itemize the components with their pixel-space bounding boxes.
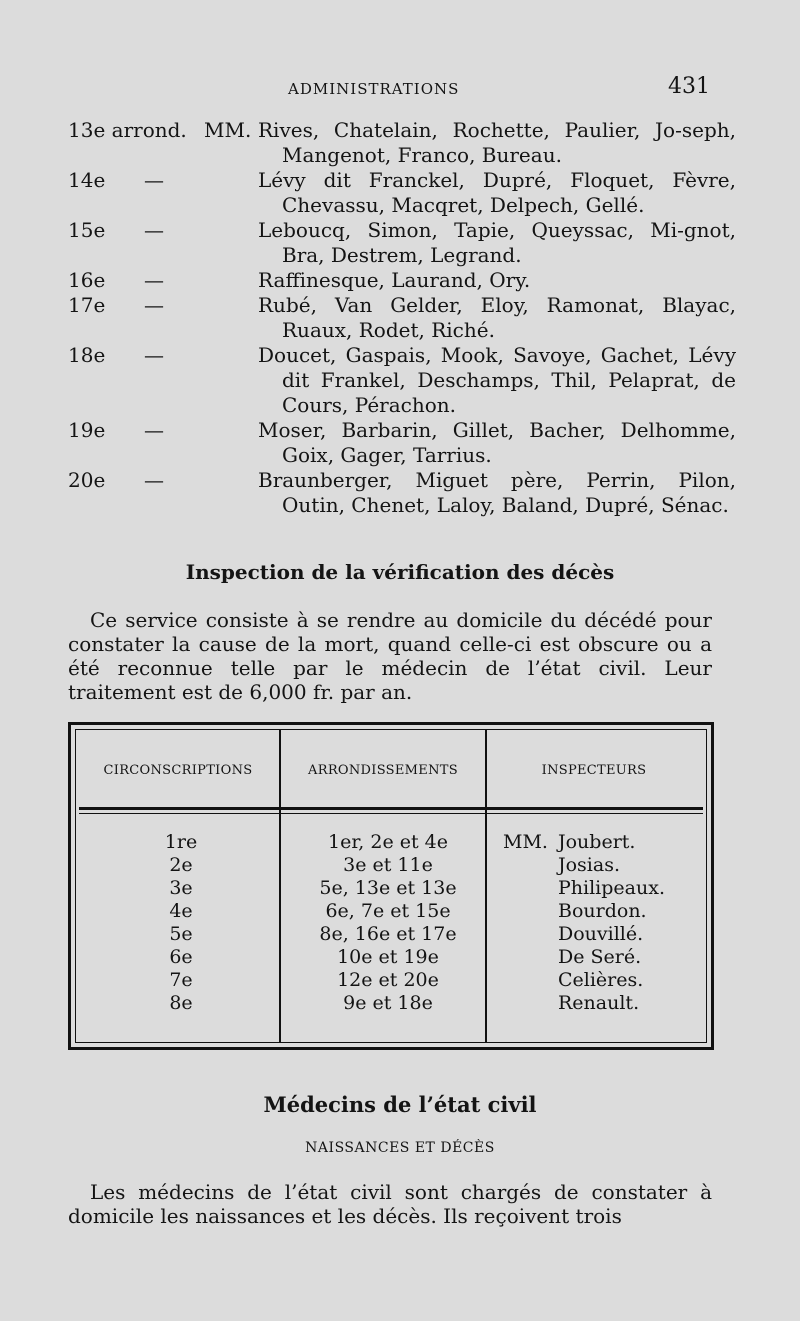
table-row (71, 946, 711, 969)
arrondissements-cell: 8e, 16e et 17e (319, 923, 457, 945)
inspector-cell: Josias. (558, 854, 621, 876)
list-item (0, 343, 800, 418)
circonscription-cell: 6e (169, 946, 193, 968)
doctor-names: Leboucq, Simon, Tapie, Queyssac, Mi-gnot, Bra, Destrem, Legrand. (258, 218, 736, 267)
inspector-cell: Douvillé. (558, 923, 644, 945)
running-head-title: ADMINISTRATIONS (288, 80, 460, 98)
header-rule (79, 813, 703, 814)
doctor-names: Rubé, Van Gelder, Eloy, Ramonat, Blayac, Ruaux, Rodet, Riché. (258, 293, 736, 342)
arrondissement-number: 19e (68, 418, 106, 442)
inspector-cell: Renault. (558, 992, 640, 1014)
doctor-names: Braunberger, Miguet père, Perrin, Pilon, Outin, Chenet, Laloy, Baland, Dupré, Sénac. (258, 468, 736, 517)
table-row (71, 831, 711, 854)
arrondissements-cell: 6e, 7e et 15e (325, 900, 451, 922)
mm-label: MM. (204, 118, 252, 142)
inspection-paragraph: Ce service consiste à se rendre au domicile du décédé pour constater la cause de la mort, quand celle-ci est obscure ou a été reconnue telle par le médecin de l’état civil. Leur traitement est de 6,000 fr. par an. (68, 608, 712, 704)
ditto-dash: — (144, 468, 164, 492)
inspection-heading: Inspection de la vérification des décès (185, 560, 615, 584)
column-header: INSPECTEURS (541, 763, 647, 778)
medecins-heading: Médecins de l’état civil (263, 1092, 537, 1117)
column-header: ARRONDISSEMENTS (308, 763, 458, 778)
inspector-cell: Celières. (558, 969, 644, 991)
list-item (0, 268, 800, 293)
column-header: CIRCONSCRIPTIONS (103, 763, 253, 778)
list-item (0, 468, 800, 543)
doctor-names: Lévy dit Franckel, Dupré, Floquet, Fèvre, Chevassu, Macqret, Delpech, Gellé. (258, 168, 736, 217)
ditto-dash: — (144, 168, 164, 192)
list-item (0, 418, 800, 468)
table-row (71, 992, 711, 1015)
arrondissements-cell: 12e et 20e (337, 969, 439, 991)
arrondissement-number: 20e (68, 468, 106, 492)
medecins-paragraph: Les médecins de l’état civil sont chargés de constater à domicile les naissances et les décès. Ils reçoivent trois (68, 1180, 712, 1228)
arrondissements-cell: 1er, 2e et 4e (327, 831, 449, 853)
inspector-cell: De Seré. (558, 946, 642, 968)
table-row (71, 923, 711, 946)
doctor-names: Rives, Chatelain, Rochette, Paulier, Jo-seph, Mangenot, Franco, Bureau. (258, 118, 736, 167)
arrondissement-number: 16e (68, 268, 106, 292)
doctor-names: Moser, Barbarin, Gillet, Bacher, Delhomme, Goix, Gager, Tarrius. (258, 418, 736, 467)
arrondissement-list (0, 118, 800, 543)
list-item (0, 118, 800, 168)
arrondissements-cell: 5e, 13e et 13e (319, 877, 457, 899)
ditto-dash: — (144, 268, 164, 292)
arrondissement-number: 18e (68, 343, 106, 367)
doctor-names: Raffinesque, Laurand, Ory. (258, 268, 531, 292)
circonscription-cell: 4e (169, 900, 193, 922)
ditto-dash: — (144, 293, 164, 317)
header-rule (79, 807, 703, 810)
doctor-names: Doucet, Gaspais, Mook, Savoye, Gachet, Lévy dit Frankel, Deschamps, Thil, Pelaprat, de Cours, Pérachon. (258, 343, 736, 417)
circonscription-cell: 3e (169, 877, 193, 899)
inspector-cell: Bourdon. (558, 900, 647, 922)
circonscription-cell: 1re (164, 831, 198, 853)
list-item (0, 293, 800, 343)
circonscription-cell: 7e (169, 969, 193, 991)
inspector-cell: Joubert. (558, 831, 636, 853)
ditto-dash: — (144, 418, 164, 442)
arrondissement-number: 13e arrond. (68, 118, 187, 142)
arrondissements-cell: 9e et 18e (343, 992, 433, 1014)
running-head (0, 74, 800, 102)
table-row (71, 877, 711, 900)
page-number: 431 (668, 74, 710, 99)
arrondissements-cell: 10e et 19e (337, 946, 439, 968)
mm-label: MM. (503, 831, 548, 853)
arrondissements-cell: 3e et 11e (343, 854, 433, 876)
ditto-dash: — (144, 218, 164, 242)
circonscription-cell: 2e (169, 854, 193, 876)
circonscription-cell: 8e (169, 992, 193, 1014)
list-item (0, 218, 800, 268)
arrondissement-number: 15e (68, 218, 106, 242)
inspector-cell: Philipeaux. (558, 877, 665, 899)
circonscription-cell: 5e (169, 923, 193, 945)
inspectors-table (68, 722, 714, 1050)
table-row (71, 854, 711, 877)
table-row (71, 969, 711, 992)
medecins-subheading: NAISSANCES ET DÉCÈS (305, 1140, 495, 1156)
arrondissement-number: 17e (68, 293, 106, 317)
table-row (71, 900, 711, 923)
ditto-dash: — (144, 343, 164, 367)
arrondissement-number: 14e (68, 168, 106, 192)
list-item (0, 168, 800, 218)
